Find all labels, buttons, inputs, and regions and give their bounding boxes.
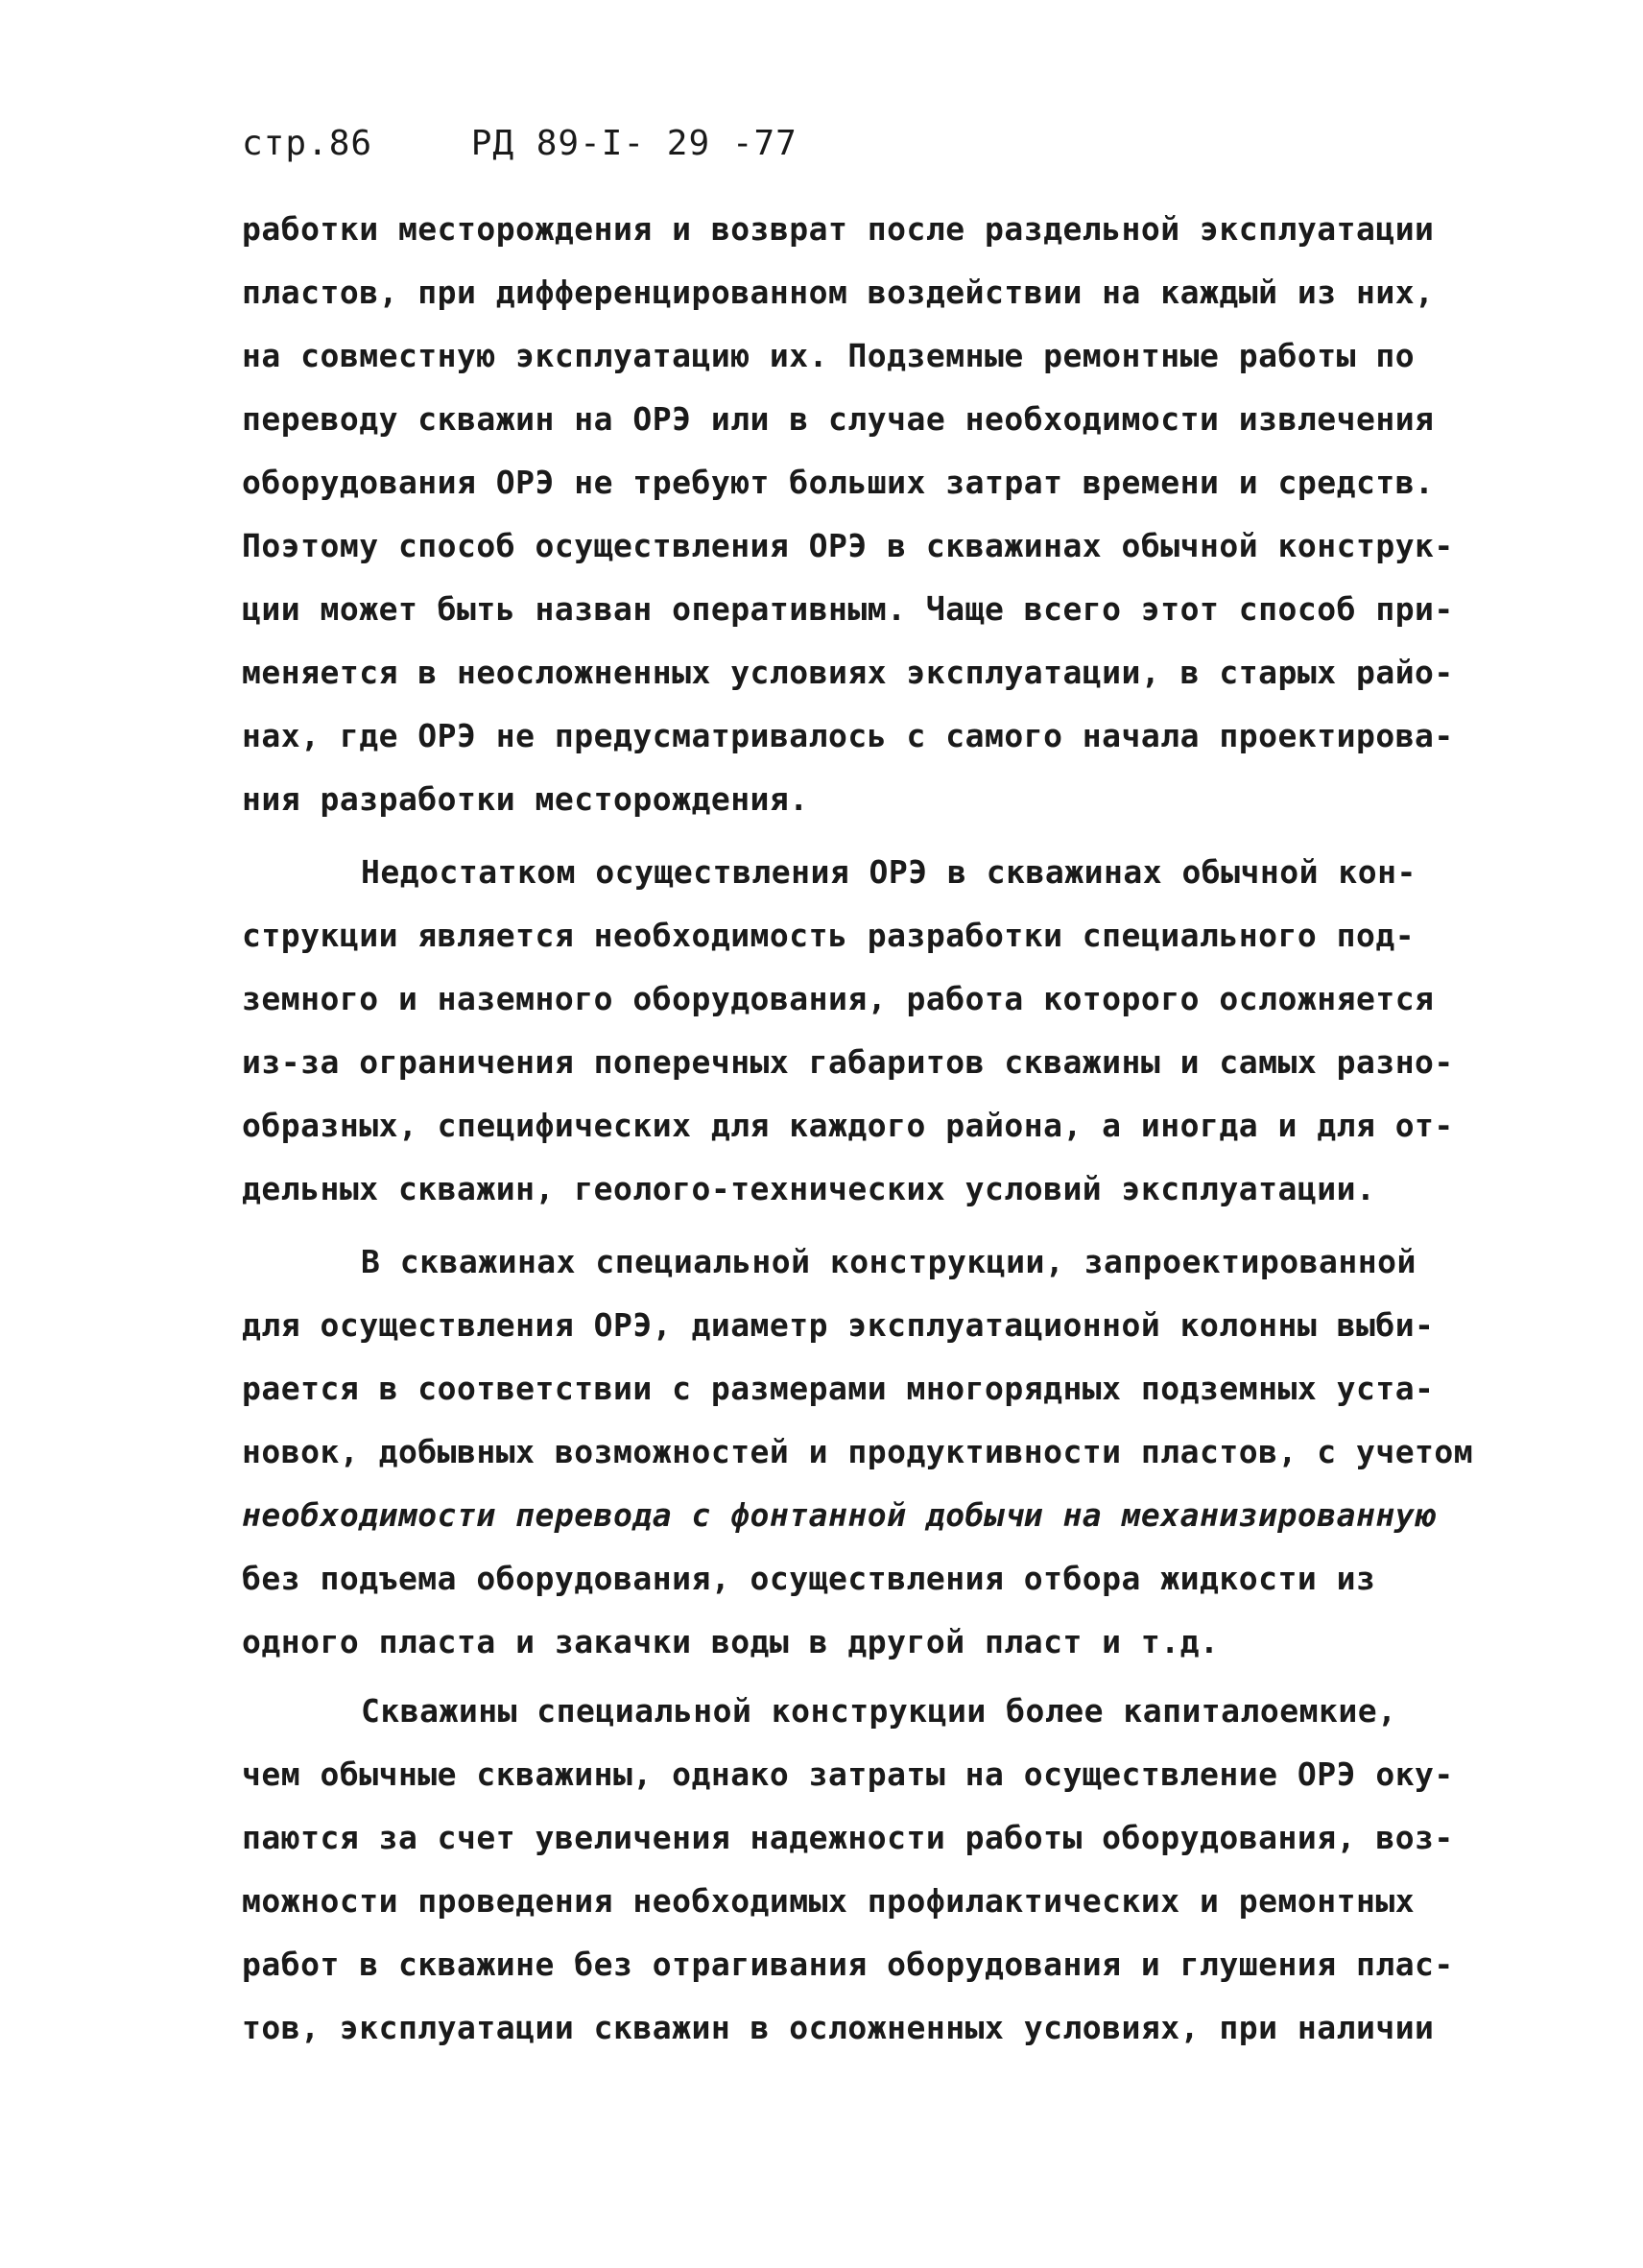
text-line: Поэтому способ осуществления ОРЭ в скважинах обычной конструк- (242, 527, 1454, 564)
text-line: на совместную эксплуатацию их. Подземные ремонтные работы по (242, 337, 1416, 374)
text-line: земного и наземного оборудования, работа которого осложняется (242, 980, 1435, 1017)
text-line: необходимости перевода с фонтанной добычи на механизированную (242, 1496, 1435, 1534)
text-line: нах, где ОРЭ не предусматривалось с самого начала проектирова- (242, 717, 1454, 754)
document-code: РД 89-I- 29 -77 (470, 124, 798, 163)
text-line: образных, специфических для каждого района, а иногда и для от- (242, 1107, 1454, 1144)
text-line: из-за ограничения поперечных габаритов скважины и самых разно- (242, 1043, 1454, 1081)
paragraph-1 (242, 198, 1480, 831)
text-line: Недостатком осуществления ОРЭ в скважинах обычной кон- (361, 853, 1417, 891)
paragraph-2 (242, 841, 1480, 1221)
paragraph-3 (242, 1230, 1480, 1674)
text-line: струкции является необходимость разработки специального под- (242, 917, 1416, 954)
text-line: без подъема оборудования, осуществления отбора жидкости из (242, 1560, 1376, 1597)
text-line: пластов, при дифференцированном воздействии на каждый из них, (242, 274, 1435, 311)
text-line: В скважинах специальной конструкции, запроектированной (361, 1243, 1417, 1280)
text-line: можности проведения необходимых профилактических и ремонтных (242, 1882, 1416, 1920)
text-line: чем обычные скважины, однако затраты на осуществление ОРЭ оку- (242, 1755, 1454, 1793)
paragraph-4 (242, 1680, 1480, 2060)
text-line: переводу скважин на ОРЭ или в случае необходимости извлечения (242, 400, 1435, 438)
text-line: паются за счет увеличения надежности работы оборудования, воз- (242, 1819, 1454, 1856)
text-line: ния разработки месторождения. (242, 780, 809, 818)
text-line: дельных скважин, геолого-технических условий эксплуатации. (242, 1170, 1376, 1207)
text-line: новок, добывных возможностей и продуктивности пластов, с учетом (242, 1433, 1474, 1470)
text-line: ции может быть назван оперативным. Чаще всего этот способ при- (242, 590, 1454, 628)
page-header (242, 123, 798, 165)
text-line: работ в скважине без отрагивания оборудования и глушения плас- (242, 1946, 1454, 1983)
text-line: для осуществления ОРЭ, диаметр эксплуатационной колонны выби- (242, 1306, 1435, 1344)
text-line: одного пласта и закачки воды в другой пласт и т.д. (242, 1623, 1220, 1660)
text-line: работки месторождения и возврат после раздельной эксплуатации (242, 210, 1435, 248)
text-line: меняется в неосложненных условиях эксплуатации, в старых райо- (242, 654, 1454, 691)
text-line: оборудования ОРЭ не требуют больших затрат времени и средств. (242, 464, 1435, 501)
page-number: стр.86 (242, 124, 373, 163)
text-line: рается в соответствии с размерами многорядных подземных уста- (242, 1370, 1435, 1407)
text-line: Скважины специальной конструкции более капиталоемкие, (361, 1692, 1397, 1730)
text-line: тов, эксплуатации скважин в осложненных условиях, при наличии (242, 2009, 1435, 2046)
